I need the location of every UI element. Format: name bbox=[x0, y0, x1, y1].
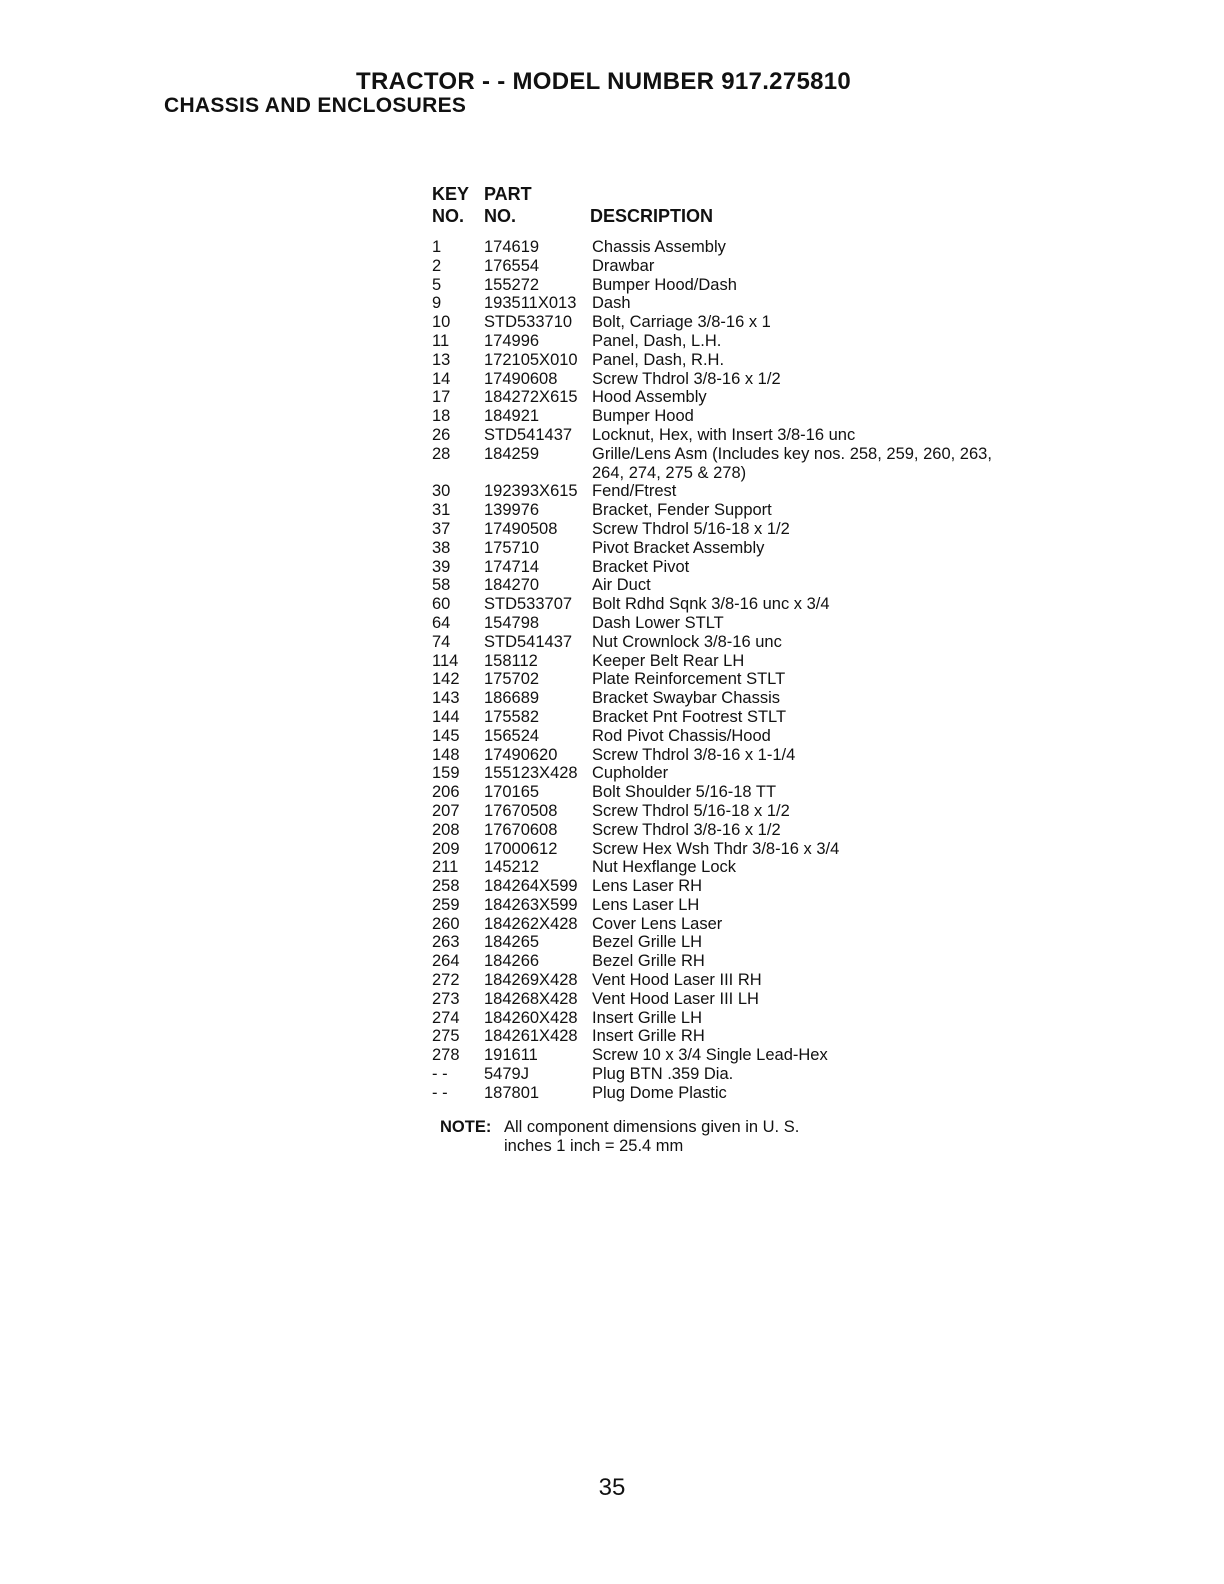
description-cell: Plug BTN .359 Dia. bbox=[592, 1065, 734, 1084]
table-row bbox=[432, 1009, 1052, 1028]
table-row bbox=[432, 313, 1052, 332]
part-number-cell: 155123X428 bbox=[484, 764, 578, 783]
key-cell: 26 bbox=[432, 425, 451, 444]
page-number: 35 bbox=[598, 1474, 626, 1501]
table-row bbox=[432, 595, 1052, 614]
table-row bbox=[432, 652, 1052, 671]
description-cell: 264, 274, 275 & 278) bbox=[592, 463, 747, 482]
description-cell: Bezel Grille RH bbox=[592, 952, 705, 971]
part-number-cell: 156524 bbox=[484, 726, 540, 745]
table-row bbox=[432, 1084, 1052, 1103]
table-row bbox=[432, 802, 1052, 821]
description-cell: Screw Hex Wsh Thdr 3/8-16 x 3/4 bbox=[592, 839, 840, 858]
table-row bbox=[432, 971, 1052, 990]
description-cell: Bracket Swaybar Chassis bbox=[592, 689, 780, 708]
part-number-cell bbox=[484, 464, 592, 483]
description-cell: Screw 10 x 3/4 Single Lead-Hex bbox=[592, 1046, 828, 1065]
key-cell: 159 bbox=[432, 764, 460, 783]
description-cell: Nut Hexflange Lock bbox=[592, 858, 736, 877]
description-cell: Air Duct bbox=[592, 576, 651, 595]
part-number-cell: 184260X428 bbox=[484, 1008, 578, 1027]
table-row bbox=[432, 877, 1052, 896]
description-cell: Grille/Lens Asm (Includes key nos. 258, 259, 260, 263, bbox=[592, 444, 992, 463]
part-number-cell: 175582 bbox=[484, 707, 540, 726]
description-cell: Bracket, Fender Support bbox=[592, 501, 772, 520]
description-cell: Dash Lower STLT bbox=[592, 613, 724, 632]
note-line-1: All component dimensions given in U. S. bbox=[504, 1118, 800, 1136]
section-subtitle: CHASSIS AND ENCLOSURES bbox=[164, 94, 467, 117]
part-number-cell: 184262X428 bbox=[484, 914, 578, 933]
part-number-cell: STD541437 bbox=[484, 632, 573, 651]
key-cell: 31 bbox=[432, 501, 451, 520]
description-cell: Screw Thdrol 3/8-16 x 1/2 bbox=[592, 820, 781, 839]
header-description: DESCRIPTION bbox=[590, 206, 714, 226]
part-number-cell: 172105X010 bbox=[484, 350, 578, 369]
key-cell: 275 bbox=[432, 1027, 460, 1046]
description-cell: Screw Thdrol 5/16-18 x 1/2 bbox=[592, 519, 790, 538]
part-number-cell: 184268X428 bbox=[484, 989, 578, 1008]
key-cell: 206 bbox=[432, 783, 460, 802]
description-cell: Plug Dome Plastic bbox=[592, 1083, 727, 1102]
header-part-line1: PART bbox=[484, 184, 532, 204]
table-header bbox=[432, 184, 1052, 232]
table-row bbox=[432, 294, 1052, 313]
key-cell: 142 bbox=[432, 670, 460, 689]
description-cell: Screw Thdrol 5/16-18 x 1/2 bbox=[592, 801, 790, 820]
table-row bbox=[432, 1046, 1052, 1065]
description-cell: Vent Hood Laser III LH bbox=[592, 989, 759, 1008]
table-row bbox=[432, 501, 1052, 520]
part-number-cell: 184270 bbox=[484, 576, 540, 595]
part-number-cell: 187801 bbox=[484, 1083, 540, 1102]
table-row bbox=[432, 783, 1052, 802]
table-row bbox=[432, 576, 1052, 595]
description-cell: Vent Hood Laser III RH bbox=[592, 971, 762, 990]
key-cell: 1 bbox=[432, 238, 442, 256]
table-row bbox=[432, 670, 1052, 689]
part-number-cell: STD541437 bbox=[484, 425, 573, 444]
part-number-cell: 184266 bbox=[484, 952, 540, 971]
table-row bbox=[432, 1027, 1052, 1046]
description-cell: Cupholder bbox=[592, 764, 669, 783]
note-line-2: inches 1 inch = 25.4 mm bbox=[504, 1137, 684, 1155]
header-key-line2: NO. bbox=[432, 206, 465, 226]
description-cell: Insert Grille LH bbox=[592, 1008, 703, 1027]
part-number-cell: 176554 bbox=[484, 256, 540, 275]
description-cell: Screw Thdrol 3/8-16 x 1/2 bbox=[592, 369, 781, 388]
header-key-line1: KEY bbox=[432, 184, 470, 204]
part-number-cell: 184264X599 bbox=[484, 877, 578, 896]
key-cell: 74 bbox=[432, 632, 451, 651]
part-number-cell: 17670508 bbox=[484, 801, 558, 820]
table-row bbox=[432, 351, 1052, 370]
table-row bbox=[432, 633, 1052, 652]
table-row bbox=[432, 520, 1052, 539]
description-cell: Bolt Rdhd Sqnk 3/8-16 unc x 3/4 bbox=[592, 595, 830, 614]
table-row bbox=[432, 952, 1052, 971]
key-cell: 58 bbox=[432, 576, 451, 595]
description-cell: Keeper Belt Rear LH bbox=[592, 651, 745, 670]
key-cell: 143 bbox=[432, 689, 460, 708]
table-row bbox=[432, 933, 1052, 952]
table-row bbox=[432, 407, 1052, 426]
table-row bbox=[432, 482, 1052, 501]
description-cell: Panel, Dash, L.H. bbox=[592, 331, 722, 350]
key-cell: 258 bbox=[432, 877, 460, 896]
key-cell: 64 bbox=[432, 613, 451, 632]
key-cell: 18 bbox=[432, 407, 451, 426]
part-number-cell: 174714 bbox=[484, 557, 540, 576]
key-cell: 2 bbox=[432, 256, 442, 275]
description-cell: Cover Lens Laser bbox=[592, 914, 723, 933]
part-number-cell: 155272 bbox=[484, 275, 540, 294]
table-row bbox=[432, 464, 1052, 483]
key-cell: 145 bbox=[432, 726, 460, 745]
description-cell: Bolt, Carriage 3/8-16 x 1 bbox=[592, 313, 771, 332]
description-cell: Panel, Dash, R.H. bbox=[592, 350, 725, 369]
key-cell: 39 bbox=[432, 557, 451, 576]
part-number-cell: 17670608 bbox=[484, 820, 558, 839]
table-row bbox=[432, 840, 1052, 859]
key-cell: 274 bbox=[432, 1008, 460, 1027]
part-number-cell: 184921 bbox=[484, 407, 540, 426]
description-cell: Plate Reinforcement STLT bbox=[592, 670, 786, 689]
key-cell: 208 bbox=[432, 820, 460, 839]
description-cell: Pivot Bracket Assembly bbox=[592, 538, 765, 557]
description-cell: Bumper Hood bbox=[592, 407, 694, 426]
part-number-cell: 184269X428 bbox=[484, 971, 578, 990]
part-number-cell: 170165 bbox=[484, 783, 540, 802]
part-number-cell: 184259 bbox=[484, 444, 540, 463]
key-cell: 114 bbox=[432, 651, 459, 670]
description-cell: Bezel Grille LH bbox=[592, 933, 703, 952]
key-cell: 14 bbox=[432, 369, 451, 388]
key-cell: 259 bbox=[432, 895, 460, 914]
description-cell: Insert Grille RH bbox=[592, 1027, 705, 1046]
table-row bbox=[432, 896, 1052, 915]
table-row bbox=[432, 445, 1052, 464]
key-cell: 60 bbox=[432, 595, 451, 614]
key-cell: - - bbox=[432, 1065, 448, 1084]
part-number-cell: 145212 bbox=[484, 858, 540, 877]
note-label: NOTE: bbox=[440, 1118, 492, 1136]
description-cell: Locknut, Hex, with Insert 3/8-16 unc bbox=[592, 425, 856, 444]
table-row bbox=[432, 821, 1052, 840]
part-number-cell: 191611 bbox=[484, 1046, 538, 1065]
table-row bbox=[432, 858, 1052, 877]
key-cell: 278 bbox=[432, 1046, 460, 1065]
key-cell: 263 bbox=[432, 933, 460, 952]
key-cell: 30 bbox=[432, 482, 451, 501]
key-cell: 38 bbox=[432, 538, 451, 557]
key-cell: 144 bbox=[432, 707, 460, 726]
description-cell: Nut Crownlock 3/8-16 unc bbox=[592, 632, 782, 651]
description-cell: Screw Thdrol 3/8-16 x 1-1/4 bbox=[592, 745, 796, 764]
description-cell: Bracket Pivot bbox=[592, 557, 690, 576]
description-cell: Lens Laser LH bbox=[592, 895, 700, 914]
key-cell: - - bbox=[432, 1083, 448, 1102]
part-number-cell: 193511X013 bbox=[484, 294, 577, 313]
part-number-cell: 175710 bbox=[484, 538, 540, 557]
description-cell: Bracket Pnt Footrest STLT bbox=[592, 707, 787, 726]
table-row bbox=[432, 990, 1052, 1009]
table-row bbox=[432, 746, 1052, 765]
part-number-cell: 139976 bbox=[484, 501, 540, 520]
part-number-cell: 17000612 bbox=[484, 839, 558, 858]
key-cell: 10 bbox=[432, 313, 451, 332]
description-cell: Bumper Hood/Dash bbox=[592, 275, 737, 294]
key-cell: 37 bbox=[432, 519, 451, 538]
part-number-cell: 186689 bbox=[484, 689, 540, 708]
key-cell: 211 bbox=[432, 858, 459, 877]
table-row bbox=[432, 426, 1052, 445]
key-cell: 260 bbox=[432, 914, 460, 933]
part-number-cell: 174996 bbox=[484, 331, 540, 350]
key-cell: 5 bbox=[432, 275, 442, 294]
key-cell: 207 bbox=[432, 801, 460, 820]
key-cell: 273 bbox=[432, 989, 460, 1008]
table-row bbox=[432, 915, 1052, 934]
table-row bbox=[432, 257, 1052, 276]
table-row bbox=[432, 388, 1052, 407]
key-cell bbox=[432, 464, 484, 483]
key-cell: 17 bbox=[432, 388, 451, 407]
table-row bbox=[432, 238, 1052, 257]
table-row bbox=[432, 1065, 1052, 1084]
part-number-cell: STD533710 bbox=[484, 313, 573, 332]
note-text bbox=[504, 1118, 860, 1156]
key-cell: 13 bbox=[432, 350, 451, 369]
key-cell: 272 bbox=[432, 971, 460, 990]
note bbox=[440, 1118, 860, 1156]
key-cell: 9 bbox=[432, 294, 442, 313]
description-cell: Bolt Shoulder 5/16-18 TT bbox=[592, 783, 777, 802]
table-body bbox=[432, 238, 1052, 1103]
description-cell: Fend/Ftrest bbox=[592, 482, 677, 501]
part-number-cell: 192393X615 bbox=[484, 482, 578, 501]
key-cell: 209 bbox=[432, 839, 460, 858]
table-row bbox=[432, 539, 1052, 558]
part-number-cell: 17490508 bbox=[484, 519, 558, 538]
table-row bbox=[432, 558, 1052, 577]
part-number-cell: STD533707 bbox=[484, 595, 573, 614]
parts-table bbox=[432, 184, 1052, 1103]
key-cell: 11 bbox=[432, 331, 450, 350]
description-cell: Dash bbox=[592, 294, 631, 313]
part-number-cell: 174619 bbox=[484, 238, 540, 256]
description-cell: Chassis Assembly bbox=[592, 238, 726, 256]
description-cell: Rod Pivot Chassis/Hood bbox=[592, 726, 771, 745]
key-cell: 28 bbox=[432, 444, 451, 463]
table-row bbox=[432, 614, 1052, 633]
part-number-cell: 184263X599 bbox=[484, 895, 578, 914]
page-title: TRACTOR - - MODEL NUMBER 917.275810 bbox=[356, 68, 852, 95]
part-number-cell: 17490608 bbox=[484, 369, 558, 388]
table-row bbox=[432, 370, 1052, 389]
part-number-cell: 158112 bbox=[484, 651, 538, 670]
part-number-cell: 184261X428 bbox=[484, 1027, 578, 1046]
description-cell: Lens Laser RH bbox=[592, 877, 703, 896]
description-cell: Hood Assembly bbox=[592, 388, 707, 407]
key-cell: 148 bbox=[432, 745, 460, 764]
part-number-cell: 5479J bbox=[484, 1065, 529, 1084]
table-row bbox=[432, 276, 1052, 295]
part-number-cell: 175702 bbox=[484, 670, 540, 689]
table-row bbox=[432, 332, 1052, 351]
table-row bbox=[432, 727, 1052, 746]
part-number-cell: 184265 bbox=[484, 933, 540, 952]
table-row bbox=[432, 764, 1052, 783]
table-row bbox=[432, 689, 1052, 708]
description-cell: Drawbar bbox=[592, 256, 655, 275]
key-cell: 264 bbox=[432, 952, 460, 971]
table-row bbox=[432, 708, 1052, 727]
header-part-line2: NO. bbox=[484, 206, 517, 226]
part-number-cell: 17490620 bbox=[484, 745, 558, 764]
part-number-cell: 154798 bbox=[484, 613, 540, 632]
part-number-cell: 184272X615 bbox=[484, 388, 578, 407]
